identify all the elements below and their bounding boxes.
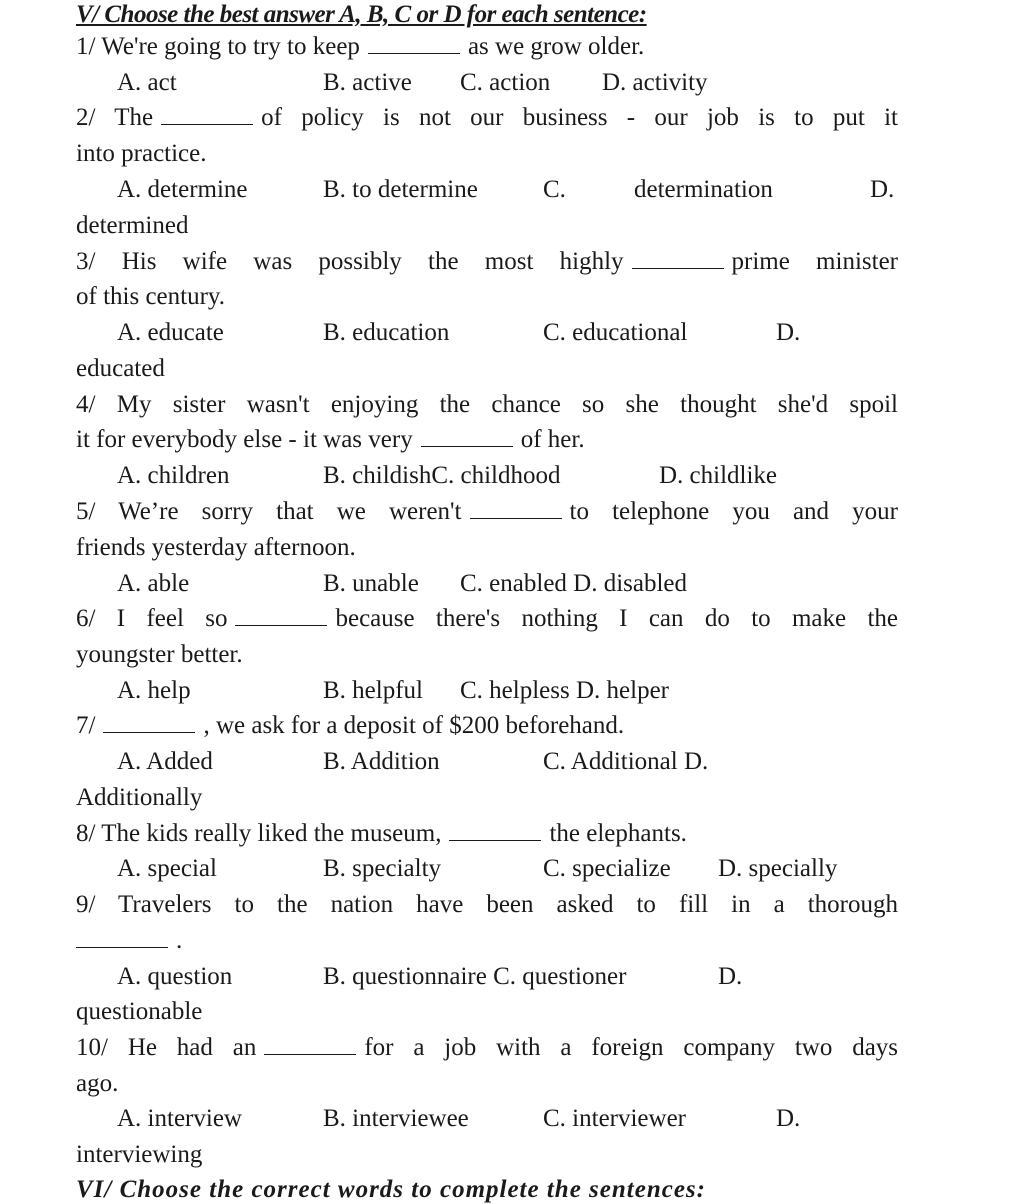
question-text: of her.	[520, 426, 585, 453]
option-d: D.	[870, 176, 895, 203]
option-d: D. childlike	[659, 462, 778, 489]
question-8	[76, 817, 687, 851]
option-d-text: educated	[76, 355, 165, 382]
answer-blank	[161, 104, 253, 125]
option-c: C. Additional D.	[543, 748, 709, 775]
option-d: D.	[776, 319, 801, 346]
question-text: , we ask for a deposit of $200 beforehand.	[203, 712, 625, 739]
option-d: D. specially	[718, 855, 838, 882]
answer-blank	[449, 820, 541, 841]
question-4	[76, 388, 898, 422]
question-text: to telephone you and your	[569, 498, 898, 525]
question-text: Travelers to the nation have been asked to fill in a thorough	[118, 891, 898, 918]
option-c: C.	[543, 176, 566, 203]
option-a: A. able	[117, 570, 190, 597]
option-a: A. determine	[117, 176, 248, 203]
answer-blank	[632, 248, 724, 269]
question-text: of policy is not our business - our job is to put it	[261, 104, 898, 131]
question-text: His wife was possibly the most highly	[121, 248, 624, 275]
answer-blank	[76, 927, 168, 948]
option-b: B. active	[323, 69, 412, 96]
question-number: 4/	[76, 391, 96, 418]
option-c: C. action	[460, 69, 551, 96]
option-c: C. educational	[543, 319, 688, 346]
option-a: A. educate	[117, 319, 224, 346]
question-text: We're going to try to keep	[101, 33, 360, 60]
option-d-text: determined	[76, 212, 189, 239]
question-text: He had an	[127, 1034, 257, 1061]
option-c-text: determination	[634, 176, 773, 203]
question-text: We’re sorry that we weren't	[118, 498, 462, 525]
question-text: it for everybody else - it was very	[76, 426, 413, 453]
option-b: B. unable	[323, 570, 419, 597]
question-2	[76, 101, 898, 135]
option-c: C. interviewer	[543, 1105, 687, 1132]
question-5	[76, 495, 898, 529]
question-continuation: into practice.	[76, 140, 207, 167]
question-text: prime minister	[731, 248, 898, 275]
question-number: 10/	[76, 1034, 108, 1061]
question-continuation	[76, 924, 182, 958]
option-a: A. act	[117, 69, 177, 96]
question-9	[76, 888, 898, 922]
question-text: because there's nothing I can do to make the	[335, 605, 898, 632]
option-a: A. interview	[117, 1105, 242, 1132]
option-b: B. questionnaire C. questioner	[323, 963, 627, 990]
question-number: 1/	[76, 33, 96, 60]
option-b: B. childishC. childhood	[323, 462, 561, 489]
option-b: B. specialty	[323, 855, 442, 882]
question-continuation: friends yesterday afternoon.	[76, 534, 356, 561]
option-b: B. interviewee	[323, 1105, 469, 1132]
question-1	[76, 30, 644, 64]
question-text: the elephants.	[549, 820, 687, 847]
option-b: B. Addition	[323, 748, 440, 775]
question-text: I feel so	[116, 605, 228, 632]
question-text: as we grow older.	[467, 33, 645, 60]
question-text: The	[114, 104, 154, 131]
section-vi-heading: VI/ Choose the correct words to complete the sentences:	[76, 1176, 706, 1203]
option-c: C. specialize	[543, 855, 671, 882]
question-number: 3/	[76, 248, 96, 275]
option-d-text: interviewing	[76, 1141, 203, 1168]
option-a: A. children	[117, 462, 230, 489]
section-v-heading: V/ Choose the best answer A, B, C or D for each sentence:	[76, 1, 647, 28]
question-text: for a job with a foreign company two days	[364, 1034, 899, 1061]
question-7	[76, 709, 624, 743]
question-continuation: youngster better.	[76, 641, 243, 668]
option-d-text: Additionally	[76, 784, 203, 811]
option-b: B. to determine	[323, 176, 478, 203]
answer-blank	[470, 498, 562, 519]
answer-blank	[368, 33, 460, 54]
option-c: C. enabled D. disabled	[460, 570, 688, 597]
question-number: 2/	[76, 104, 96, 131]
option-c: C. helpless D. helper	[460, 677, 669, 704]
option-a: A. Added	[117, 748, 213, 775]
question-number: 6/	[76, 605, 96, 632]
option-a: A. question	[117, 963, 233, 990]
option-b: B. education	[323, 319, 450, 346]
question-3	[76, 245, 898, 279]
question-continuation: ago.	[76, 1070, 119, 1097]
question-number: 9/	[76, 891, 96, 918]
option-d-text: questionable	[76, 998, 203, 1025]
option-a: A. help	[117, 677, 191, 704]
question-continuation: of this century.	[76, 283, 226, 310]
question-continuation	[76, 423, 585, 457]
question-6	[76, 602, 898, 636]
option-b: B. helpful	[323, 677, 423, 704]
option-d: D.	[776, 1105, 801, 1132]
question-text: .	[176, 927, 183, 954]
answer-blank	[103, 712, 195, 733]
question-number: 7/	[76, 712, 96, 739]
question-number: 8/	[76, 820, 96, 847]
question-text: The kids really liked the museum,	[101, 820, 442, 847]
question-text: My sister wasn't enjoying the chance so she thought she'd spoil	[116, 391, 899, 418]
answer-blank	[421, 426, 513, 447]
option-d: D. activity	[602, 69, 708, 96]
answer-blank	[235, 605, 327, 626]
option-d: D.	[718, 963, 743, 990]
question-10	[76, 1031, 898, 1065]
option-a: A. special	[117, 855, 217, 882]
answer-blank	[264, 1034, 356, 1055]
question-number: 5/	[76, 498, 96, 525]
